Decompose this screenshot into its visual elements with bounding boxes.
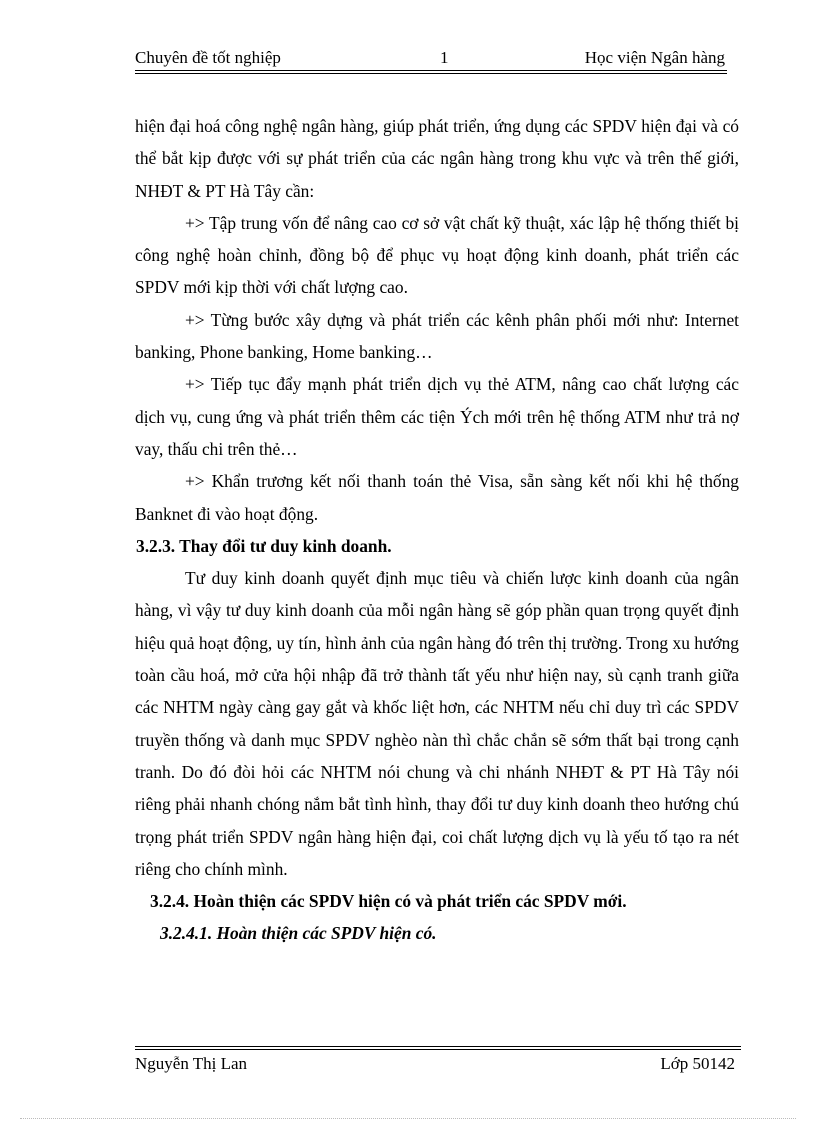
page-edge <box>20 1118 796 1119</box>
paragraph-business-thinking: Tư duy kinh doanh quyết định mục tiêu và chiến lược kinh doanh của ngân hàng, vì vậy tư duy kinh doanh của mỗi ngân hàng sẽ góp phần quan trọng quyết định hiệu quả hoạt động, uy tín, hình ảnh của ngân hàng đó trên thị trường. Trong xu hướng toàn cầu hoá, mở cửa hội nhập đã trở thành tất yếu như hiện nay, sù cạnh tranh giữa các NHTM ngày càng gay gắt và khốc liệt hơn, các NHTM nếu chỉ duy trì các SPDV truyền thống và danh mục SPDV nghèo nàn thì chắc chắn sẽ sớm thất bại trong cạnh tranh. Do đó đòi hỏi các NHTM nói chung và chi nhánh NHĐT & PT Hà Tây nói riêng phải nhanh chóng nắm bắt tình hình, thay đổi tư duy kinh doanh theo hướng chú trọng phát triển SPDV ngân hàng hiện đại, coi chất lượng dịch vụ là yếu tố tạo ra nét riêng cho chính mình. <box>135 568 739 879</box>
footer-class: Lớp 50142 <box>660 1054 735 1073</box>
bullet-item: +> Khẩn trương kết nối thanh toán thẻ Visa, sẵn sàng kết nối khi hệ thống Banknet đi vào hoạt động. <box>135 471 739 524</box>
header-document-title: Chuyên đề tốt nghiệp <box>135 48 281 67</box>
header-institution: Học viện Ngân hàng <box>584 48 725 67</box>
section-heading-3-2-4: 3.2.4. Hoàn thiện các SPDV hiện có và phát triển các SPDV mới. <box>150 891 627 912</box>
document-body <box>135 110 739 950</box>
footer-rule <box>135 1046 741 1047</box>
bullet-item: +> Tiếp tục đẩy mạnh phát triển dịch vụ thẻ ATM, nâng cao chất lượng các dịch vụ, cung ứng và phát triển thêm các tiện Ých mới trên hệ thống ATM như trả nợ vay, thấu chi trên thẻ… <box>135 374 739 459</box>
bullet-item: +> Tập trung vốn để nâng cao cơ sở vật chất kỹ thuật, xác lập hệ thống thiết bị công nghệ hoàn chỉnh, đồng bộ để phục vụ hoạt động kinh doanh, phát triển các SPDV mới kịp thời với chất lượng cao. <box>135 212 739 298</box>
page-footer <box>135 1054 735 1076</box>
bullet-item: +> Từng bước xây dựng và phát triển các kênh phân phối mới như: Internet banking, Phone banking, Home banking… <box>135 309 739 363</box>
header-rule <box>135 70 727 71</box>
header-page-number: 1 <box>440 48 449 67</box>
footer-author: Nguyễn Thị Lan <box>135 1054 248 1073</box>
footer-rule-secondary <box>135 1049 741 1050</box>
paragraph-intro: hiện đại hoá công nghệ ngân hàng, giúp phát triển, ứng dụng các SPDV hiện đại và có thể bắt kịp được với sự phát triển của các ngân hàng trong khu vực và trên thế giới, NHĐT & PT Hà Tây cần: <box>135 116 739 201</box>
header-rule-secondary <box>135 73 727 74</box>
section-heading-3-2-4-1: 3.2.4.1. Hoàn thiện các SPDV hiện có. <box>160 923 437 944</box>
section-heading-3-2-3: 3.2.3. Thay đổi tư duy kinh doanh. <box>136 535 392 556</box>
page-header <box>135 48 725 70</box>
